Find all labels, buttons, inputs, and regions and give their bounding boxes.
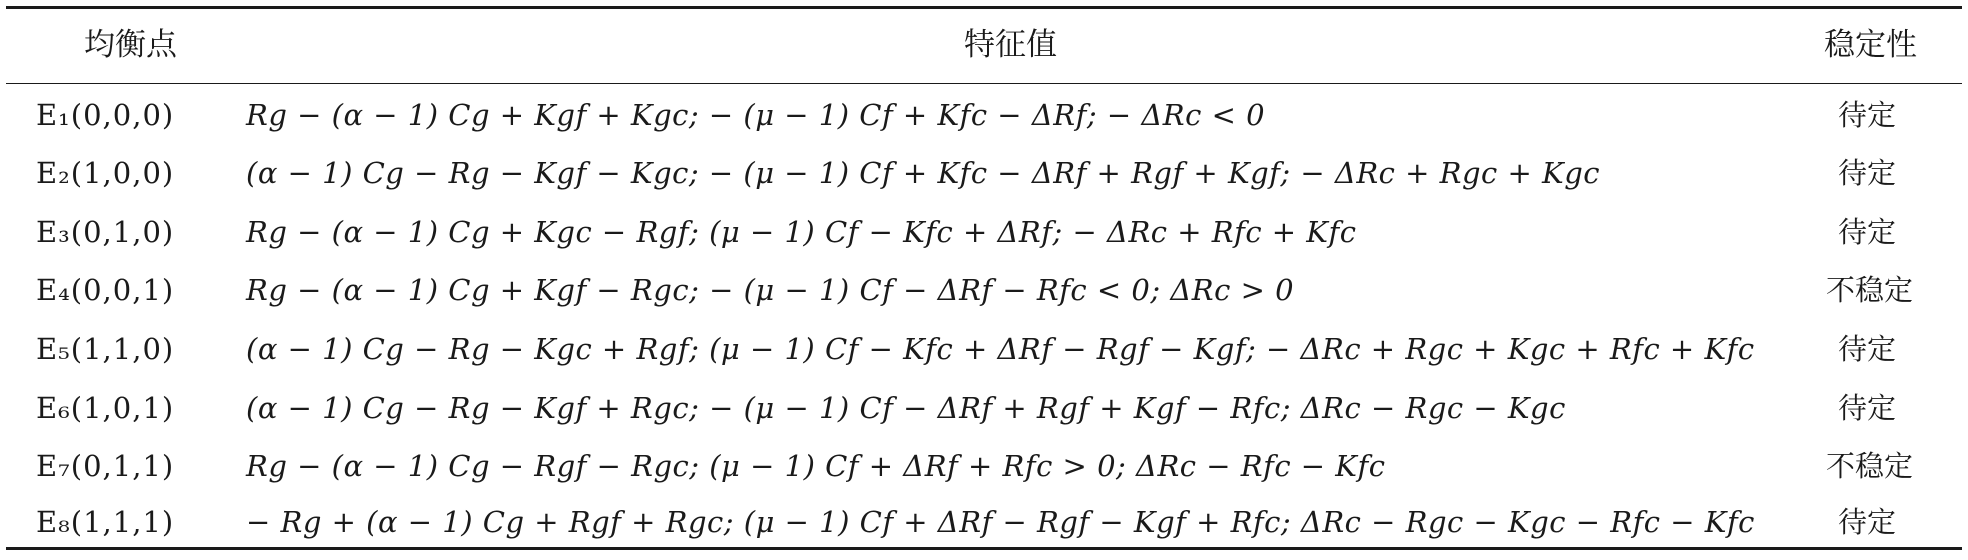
- stability-value: 待定: [1838, 215, 1897, 249]
- eigenvalue-expression: − Rg + (α − 1) Cg + Rgf + Rgc; (μ − 1) Cf + ΔRf − Rgf − Kgf + Rfc; ΔRc − Rgc − Kgc − Rfc − Kfc: [246, 505, 1755, 539]
- stability-value: 待定: [1838, 98, 1897, 132]
- eigenvalue-expression: Rg − (α − 1) Cg + Kgc − Rgf; (μ − 1) Cf − Kfc + ΔRf; − ΔRc + Rfc + Kfc: [246, 215, 1357, 249]
- equilibrium-point: E₈(1,1,1): [36, 505, 175, 539]
- eigenvalue-expression: Rg − (α − 1) Cg + Kgf − Rgc; − (μ − 1) Cf − ΔRf − Rfc < 0; ΔRc > 0: [246, 273, 1295, 307]
- stability-value: 待定: [1838, 505, 1897, 539]
- table-row: [6, 86, 1962, 144]
- eigenvalue-expression: (α − 1) Cg − Rg − Kgc + Rgf; (μ − 1) Cf − Kfc + ΔRf − Rgf − Kgf; − ΔRc + Rgc + Kgc + Rfc + Kfc: [246, 332, 1755, 366]
- table-row: [6, 144, 1962, 202]
- equilibrium-stability-table: [6, 6, 1962, 550]
- eigenvalue-expression: (α − 1) Cg − Rg − Kgf − Kgc; − (μ − 1) Cf + Kfc − ΔRf + Rgf + Kgf; − ΔRc + Rgc + Kgc: [246, 156, 1601, 190]
- stability-value: 待定: [1838, 391, 1897, 425]
- header-equilibrium: 均衡点: [84, 27, 177, 63]
- stability-value: 待定: [1838, 332, 1897, 366]
- equilibrium-point: E₄(0,0,1): [36, 273, 175, 307]
- equilibrium-point: E₇(0,1,1): [36, 449, 175, 483]
- table-row: [6, 261, 1962, 319]
- table-row: [6, 493, 1962, 551]
- header-eigenvalues: 特征值: [964, 27, 1057, 63]
- equilibrium-point: E₆(1,0,1): [36, 391, 175, 425]
- eigenvalue-expression: (α − 1) Cg − Rg − Kgf + Rgc; − (μ − 1) Cf − ΔRf + Rgf + Kgf − Rfc; ΔRc − Rgc − Kgc: [246, 391, 1566, 425]
- equilibrium-point: E₅(1,1,0): [36, 332, 175, 366]
- eigenvalue-expression: Rg − (α − 1) Cg − Rgf − Rgc; (μ − 1) Cf + ΔRf + Rfc > 0; ΔRc − Rfc − Kfc: [246, 449, 1386, 483]
- header-stability: 稳定性: [1824, 27, 1917, 63]
- table-row: [6, 203, 1962, 261]
- equilibrium-point: E₁(0,0,0): [36, 98, 175, 132]
- equilibrium-point: E₂(1,0,0): [36, 156, 175, 190]
- table-header-row: [6, 9, 1962, 84]
- stability-value: 不稳定: [1826, 273, 1914, 307]
- table-row: [6, 320, 1962, 378]
- eigenvalue-expression: Rg − (α − 1) Cg + Kgf + Kgc; − (μ − 1) Cf + Kfc − ΔRf; − ΔRc < 0: [246, 98, 1266, 132]
- table-row: [6, 379, 1962, 437]
- stability-value: 待定: [1838, 156, 1897, 190]
- table-row: [6, 437, 1962, 495]
- equilibrium-point: E₃(0,1,0): [36, 215, 175, 249]
- stability-value: 不稳定: [1826, 449, 1914, 483]
